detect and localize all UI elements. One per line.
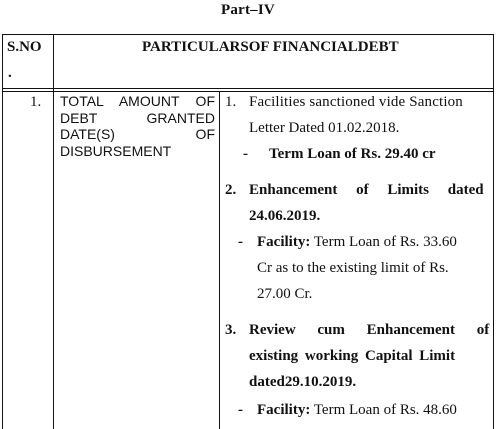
table-right-border <box>493 34 494 429</box>
item-text-line: Facilities sanctioned vide Sanction <box>249 94 463 110</box>
header-bottom-border-inner <box>2 91 494 92</box>
item-title-line: Review cum Enhancement of <box>249 322 490 338</box>
row-label: TOTAL AMOUNT OF DEBT GRANTED DATE(S) OF DISBURSEMENT <box>60 93 215 159</box>
col-sno-divider <box>53 34 54 429</box>
part-title: Part–IV <box>221 2 275 18</box>
header-sno: S.NO <box>7 39 42 55</box>
header-particulars: PARTICULARSOF FINANCIALDEBT <box>142 39 399 55</box>
facility-text: 27.00 Cr. <box>257 286 313 302</box>
item-text-line: Letter Dated 01.02.2018. <box>249 120 400 136</box>
header-sno-dot: . <box>8 65 12 81</box>
table-top-border <box>2 34 494 35</box>
bullet-dash: - <box>238 402 243 418</box>
item-title-line: dated29.10.2019. <box>249 374 357 390</box>
header-bottom-border <box>2 88 494 89</box>
facility-text: Term Loan of Rs. 33.60 <box>313 234 457 250</box>
facility-text: Term Loan of Rs. 48.60 <box>313 402 457 418</box>
item-number: 3. <box>225 322 237 338</box>
facility-text: Cr as to the existing limit of Rs. <box>257 260 449 276</box>
item-title-line: existing working Capital Limit <box>249 348 456 364</box>
item-title-line: Enhancement of Limits dated <box>249 182 484 198</box>
item-title-line: 24.06.2019. <box>249 208 321 224</box>
row-sno: 1. <box>30 94 42 110</box>
item-number: 1. <box>225 94 237 110</box>
item-number: 2. <box>225 182 237 198</box>
facility-label: Facility: <box>257 402 311 418</box>
bullet-dash: - <box>243 146 248 162</box>
item-sub-text: Term Loan of Rs. 29.40 cr <box>269 146 436 162</box>
facility-label: Facility: <box>257 234 311 250</box>
bullet-dash: - <box>238 234 243 250</box>
table-left-border <box>2 34 3 429</box>
col-label-divider <box>219 91 220 429</box>
